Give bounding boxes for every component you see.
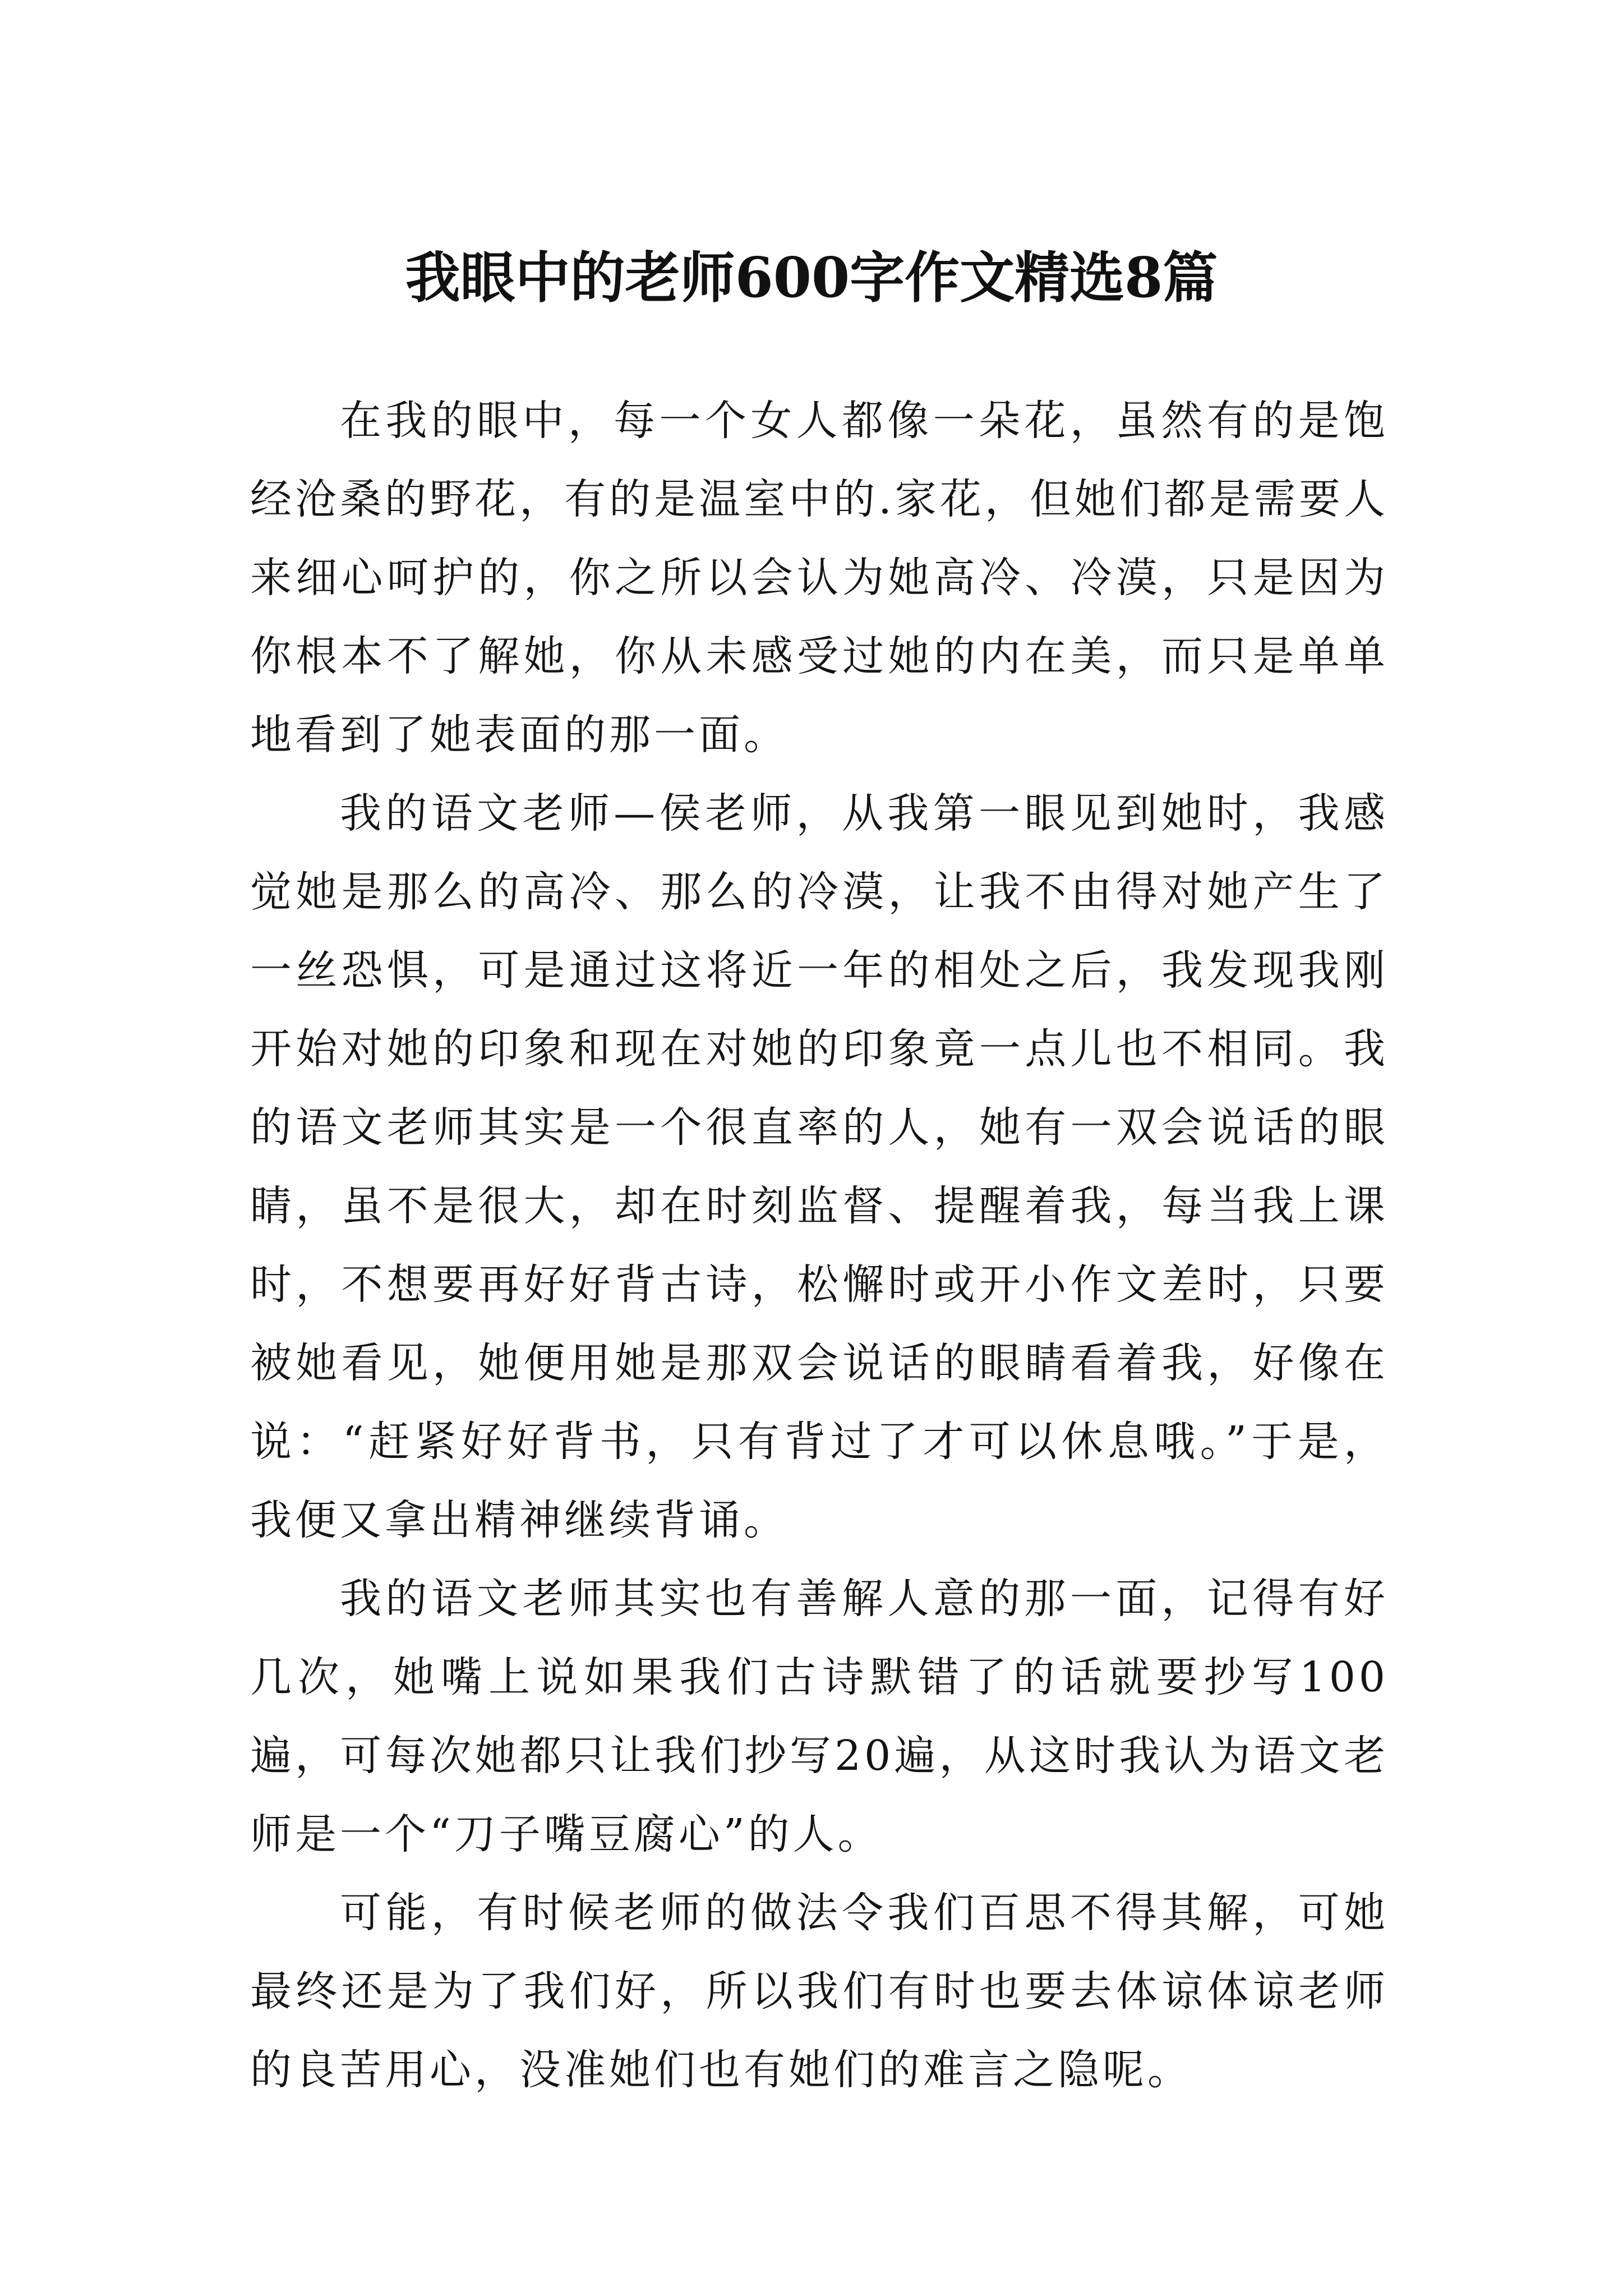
paragraph-2: 我的语文老师—侯老师，从我第一眼见到她时，我感觉她是那么的高冷、那么的冷漠，让我不由得对她产生了一丝恐惧，可是通过这将近一年的相处之后，我发现我刚开始对她的印象和现在对她的印象竟一点儿也不相同。我的语文老师其实是一个很直率的人，她有一双会说话的眼睛，虽不是很大，却在时刻监督、提醒着我，每当我上课时，不想要再好好背古诗，松懈时或开小作文差时，只要被她看见，她便用她是那双会说话的眼睛看着我，好像在说：“赶紧好好背书，只有背过了才可以休息哦。”于是，我便又拿出精神继续背诵。 [250, 789, 1389, 1544]
paragraph-3: 我的语文老师其实也有善解人意的那一面，记得有好几次，她嘴上说如果我们古诗默错了的话就要抄写100遍，可每次她都只让我们抄写20遍，从这时我认为语文老师是一个“刀子嘴豆腐心”的人。 [250, 1575, 1389, 1858]
document-body [250, 381, 1389, 2109]
paragraph-1: 在我的眼中，每一个女人都像一朵花，虽然有的是饱经沧桑的野花，有的是温室中的.家花，但她们都是需要人来细心呵护的，你之所以会认为她高冷、冷漠，只是因为你根本不了解她，你从未感受过她的内在美，而只是单单地看到了她表面的那一面。 [250, 397, 1389, 759]
paragraph-4: 可能，有时候老师的做法令我们百思不得其解，可她最终还是为了我们好，所以我们有时也要去体谅体谅老师的良苦用心，没准她们也有她们的难言之隐呢。 [250, 1889, 1389, 2094]
document-title: 我眼中的老师600字作文精选8篇 [405, 245, 1218, 310]
